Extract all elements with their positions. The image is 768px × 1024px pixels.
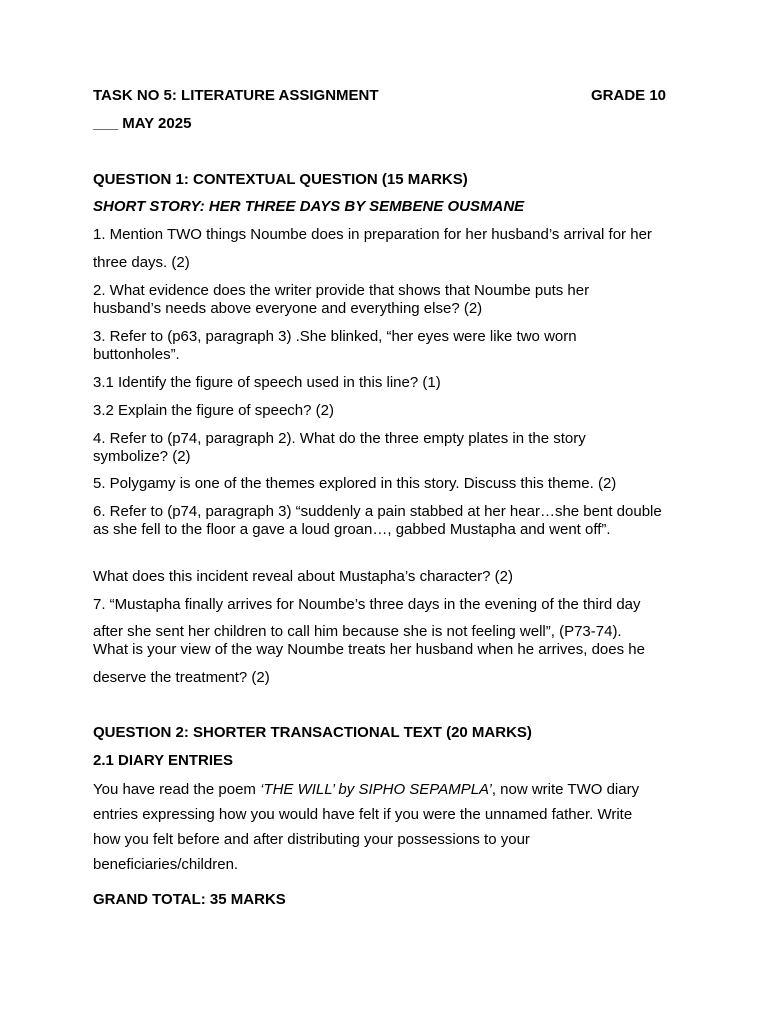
item-6: 6. Refer to (p74, paragraph 3) “suddenly a pain stabbed at her hear…she bent double as she fell to the floor a gave a loud groan…, gabbed Mustapha and went off”.: [93, 503, 662, 538]
item-5: 5. Polygamy is one of the themes explored in this story. Discuss this theme. (2): [93, 475, 617, 492]
item-1-line-1: 1. Mention TWO things Noumbe does in preparation for her husband’s arrival for her: [93, 226, 652, 243]
grand-total: GRAND TOTAL: 35 MARKS: [93, 891, 286, 908]
grade-label: GRADE 10: [591, 87, 667, 104]
item-7-line-1: 7. “Mustapha finally arrives for Noumbe’s three days in the evening of the third day: [93, 596, 641, 613]
item-1-line-2: three days. (2): [93, 254, 190, 271]
item-2: 2. What evidence does the writer provide that shows that Noumbe puts her husband’s needs above everyone and everything else? (2): [93, 282, 590, 317]
diary-instruction-line-4: beneficiaries/children.: [93, 856, 239, 873]
question-1-heading: QUESTION 1: CONTEXTUAL QUESTION (15 MARKS): [93, 171, 468, 188]
poem-title: ‘THE WILL’ by SIPHO SEPAMPLA’: [260, 781, 492, 798]
diary-instruction-line-2: entries expressing how you would have felt if you were the unnamed father. Write: [93, 806, 633, 823]
task-title: TASK NO 5: LITERATURE ASSIGNMENT: [93, 87, 379, 104]
item-7-line-4: deserve the treatment? (2): [93, 669, 270, 686]
item-3: 3. Refer to (p63, paragraph 3) .She blinked, “her eyes were like two worn buttonholes”.: [93, 328, 577, 363]
diary-line-1-prefix: You have read the poem: [93, 781, 261, 798]
item-4: 4. Refer to (p74, paragraph 2). What do the three empty plates in the story symbolize? (2): [93, 430, 586, 465]
diary-instruction-line-1: [93, 781, 683, 799]
diary-line-1-suffix: , now write TWO diary: [491, 781, 640, 798]
diary-instruction-line-3: how you felt before and after distributing your possessions to your: [93, 831, 530, 848]
question-2-subheading: 2.1 DIARY ENTRIES: [93, 752, 234, 769]
item-7-line-2: after she sent her children to call him because she is not feeling well”, (P73-74).: [93, 623, 622, 640]
item-7-line-3: What is your view of the way Noumbe treats her husband when he arrives, does he: [93, 641, 645, 658]
item-6-question: What does this incident reveal about Mustapha’s character? (2): [93, 568, 513, 585]
question-2-heading: QUESTION 2: SHORTER TRANSACTIONAL TEXT (20 MARKS): [93, 724, 532, 741]
date-line: ___ MAY 2025: [93, 115, 192, 132]
item-3-2: 3.2 Explain the figure of speech? (2): [93, 402, 334, 419]
question-1-subheading: SHORT STORY: HER THREE DAYS BY SEMBENE OUSMANE: [93, 198, 525, 215]
item-3-1: 3.1 Identify the figure of speech used in this line? (1): [93, 374, 441, 391]
